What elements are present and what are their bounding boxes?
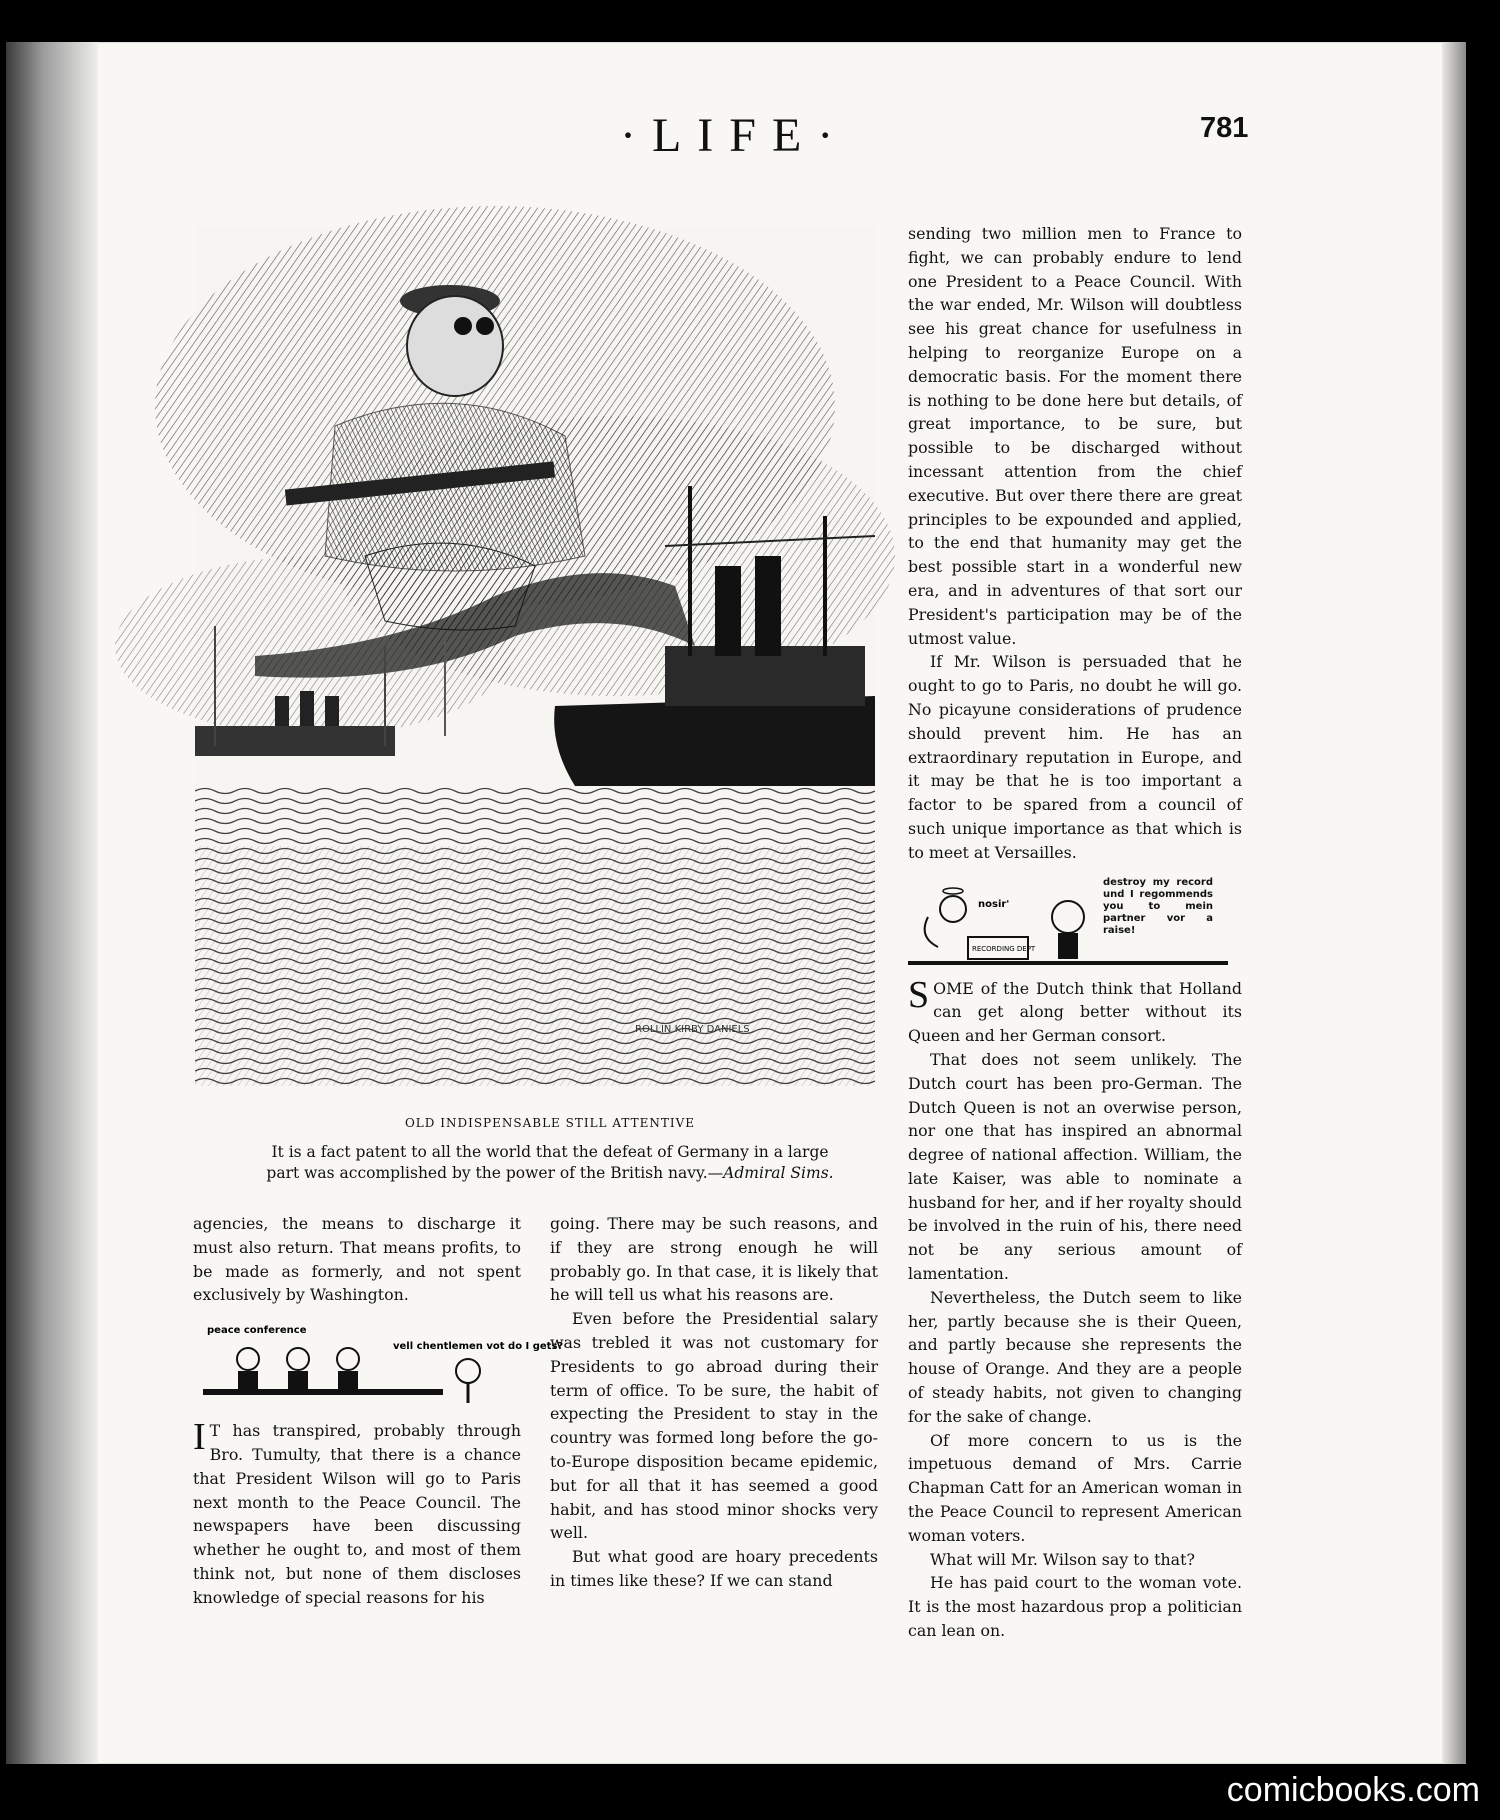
page-number: 781 <box>1200 112 1249 144</box>
paragraph: Of more concern to us is the impetuous demand of Mrs. Carrie Chapman Catt for an American woman in the Peace Council to represent American woman voters. <box>908 1430 1242 1545</box>
ships-illustration <box>195 226 875 1086</box>
paragraph: Even before the Presidential salary was trebled it was not customary for Presidents to go abroad during their term of office. To be sure, the habit of expecting the President to stay in the country was formed long before the go-to-Europe disposition became epidemic, but for all that it has seemed a good habit, and has stood minor shocks very well. <box>550 1309 878 1543</box>
caption-line-2: part was accomplished by the power of the British navy.— <box>266 1164 724 1182</box>
artist-signature: ROLLIN KIRBY DANIELS <box>635 1024 750 1035</box>
drop-cap: I <box>193 1416 206 1459</box>
paragraph: He has paid court to the woman vote. It is the most hazardous prop a politician can lean on. <box>908 1573 1242 1641</box>
illustration <box>195 226 875 1086</box>
paragraph: agencies, the means to discharge it must also return. That means profits, to be made as formerly, and not spent exclusively by Washington. <box>193 1214 521 1305</box>
peace-conference-cartoon <box>193 1319 564 1409</box>
paragraph: T has transpired, probably through Bro. Tumulty, that there is a chance that President Wilson will go to Paris next month to the Peace Council. The newspapers have been discussing whether he ought to, and most of them think not, but none of them discloses knowledge of special reasons for his <box>193 1421 521 1607</box>
watermark: comicbooks.com <box>1226 1771 1480 1809</box>
recording-dept-cartoon <box>908 877 1242 967</box>
paragraph: going. There may be such reasons, and if they are strong enough he will probably go. In that case, it is likely that he will tell us what his reasons are. <box>550 1214 878 1305</box>
cartoon-label-1: nosir' <box>978 898 1010 910</box>
cartoon-label-3: RECORDING DEPT <box>972 944 1036 953</box>
caption-attribution: Admiral Sims. <box>723 1164 834 1182</box>
column-2 <box>550 1212 878 1593</box>
illustration-caption <box>220 1142 880 1184</box>
cartoon-label-2: destroy my record und I regommends you to mein partner vor a raise! <box>1103 876 1213 936</box>
paragraph: sending two million men to France to fight, we can probably endure to lend one President to a Peace Council. With the war ended, Mr. Wilson will doubtless see his great chance for usefulness in helping to reorganize Europe on a democratic basis. For the moment there is nothing to be done here but details, of great importance, to be sure, but possible to be discharged without incessant attention from the chief executive. But over there there are great principles to be expounded and applied, to the end that humanity may get the best possible start in a wonderful new era, and in adventures of that sort our President's participation may be of the utmost value. <box>908 224 1242 648</box>
cartoon-drawing <box>908 877 1242 967</box>
drop-cap: S <box>908 973 930 1016</box>
cartoon-drawing <box>193 1319 564 1409</box>
page-gutter-shadow <box>6 42 98 1764</box>
paragraph: That does not seem unlikely. The Dutch court has been pro-German. The Dutch Queen is not an overwise person, nor one that has inspired an abnormal degree of national affection. William, the late Kaiser, was able to nominate a husband for her, and if her royalty should be involved in the ruin of his, there need not be any serious amount of lamentation. <box>908 1049 1242 1284</box>
illustration-caption-title: OLD INDISPENSABLE STILL ATTENTIVE <box>404 1116 696 1130</box>
caption-line-1: It is a fact patent to all the world that the defeat of Germany in a large <box>271 1143 829 1161</box>
column-1 <box>193 1212 564 1610</box>
paragraph: What will Mr. Wilson say to that? <box>930 1549 1195 1569</box>
column-3 <box>908 222 1242 1643</box>
paragraph: OME of the Dutch think that Holland can get along better without its Queen and her German consort. <box>908 978 1242 1046</box>
paragraph: But what good are hoary precedents in times like these? If we can stand <box>550 1547 878 1590</box>
page-edge <box>1442 42 1466 1764</box>
paragraph: Nevertheless, the Dutch seem to like her, partly because she is their Queen, and partly because she represents the house of Orange. And they are a people of steady habits, not given to changing for the sake of change. <box>908 1287 1242 1426</box>
magazine-title: ·LIFE· <box>620 109 850 162</box>
cartoon-label-2: vell chentlemen vot do I gets? <box>393 1341 564 1353</box>
cartoon-label-1: peace conference <box>207 1325 307 1337</box>
paragraph: If Mr. Wilson is persuaded that he ought to go to Paris, no doubt he will go. No picayune considerations of prudence should prevent him. He has an extraordinary reputation in Europe, and it may be that he is too important a factor to be spared from a council of such unique importance as that which is to meet at Versailles. <box>908 652 1242 862</box>
